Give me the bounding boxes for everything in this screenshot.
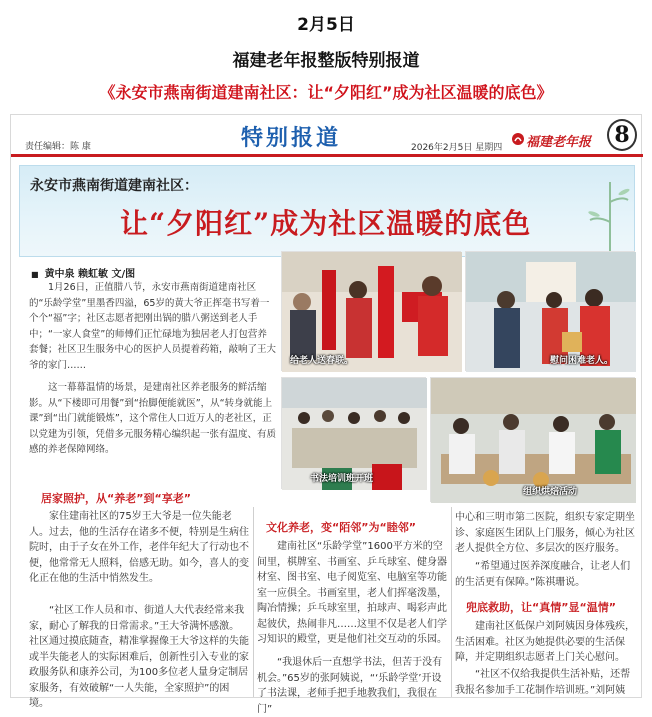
photo-visit-elderly <box>465 251 635 371</box>
col2-paragraph-1: 建南社区“乐龄学堂”1600平方米的空间里，棋牌室、书画室、乒乓球室、健身器材室、图书室、电子阅览室、电脑室等功能室一应俱全。书画室里，老人们挥毫泼墨，陶冶情操；乒乓球室里，拍球声、喝彩声此起彼伏，热闹非凡……这里不仅是老人们学习知识的殿堂，更是他们社交互动的乐园。 <box>257 541 447 645</box>
col1-paragraph-2: “社区工作人员和市、街道人大代表经常来我家，耐心了解我的日常需求。”王大爷满怀感激。社区通过摸底随查，精准掌握像王大爷这样的失能或半失能老人的实际困难后，创新性引入专业的家政服务队和康养公司，为100多位老人量身定制居家服务，有效破解“一人失能，全家照护”的困境。 <box>29 605 249 709</box>
header-title: 福建老年报整版特别报道 <box>232 51 420 71</box>
col3-paragraph-4: “社区不仅给我提供生活补贴，还帮我报名参加手工花制作培训班。”刘阿姨 <box>455 669 631 696</box>
article-title-link[interactable]: 《永安市燕南街道建南社区：让“夕阳红”成为社区温暖的底色》 <box>99 83 553 102</box>
col3-paragraph-2: “希望通过医养深度融合，让老人们的生活更有保障。”陈祺珊说。 <box>455 561 631 588</box>
section-title: 特别报道 <box>241 125 342 151</box>
header-date: 2月5日 <box>297 15 355 35</box>
paper-logo: 福建老年报 <box>526 135 592 150</box>
byline: ■ 黄中泉 赖虹敏 文/图 <box>31 265 135 280</box>
photo-caption-3: 书法培训班开班 <box>310 474 374 484</box>
headline-main: 让“夕阳红”成为社区温暖的底色 <box>120 207 532 240</box>
column-divider-1 <box>253 507 254 697</box>
col1-paragraph-1: 家住建南社区的75岁王大爷是一位失能老人。过去，他的生活存在诸多不便，特别是生病住院时，由于子女在外工作，老伴年纪大了行动也不便，他常常无人照料，倍感无助。如今，喜人的变化正在他的生活中悄然发生。 <box>29 511 249 584</box>
col3-paragraph-1: 中心和三明市第二医院，组织专家定期坐诊、家庭医生团队上门服务，倾心为社区老人提供全方位、多层次的医疗服务。 <box>455 512 635 554</box>
photo-caption-1: 给老人送春联。 <box>290 356 354 366</box>
newspaper-page <box>10 114 642 715</box>
page-number: 8 <box>607 119 637 151</box>
lead-paragraph-2: 这一幕幕温情的场景，是建南社区养老服务的鲜活缩影。从“下楼即可用餐”到“抬脚便能就医”，从“转身就能上课”到“出门就能锻炼”，这个常住人口近万人的老社区，正以党建为引领，凭借多元服务精心编织起一张有温度、有质感的养老保障网络。 <box>29 382 277 455</box>
photo-baking-activity <box>430 377 635 502</box>
col2-paragraph-2: “我退休后一直想学书法，但苦于没有机会。”65岁的张阿姨说，“‘乐龄学堂’开设了书法课，老师手把手地教我们，我很在门” <box>257 657 443 715</box>
section-heading-culture: 文化养老，变“陌邻”为“睦邻” <box>266 521 416 534</box>
photo-spring-couplets <box>281 251 461 371</box>
headline-lead: 永安市燕南街道建南社区： <box>30 178 198 194</box>
editor-credit: 责任编辑：陈 康 <box>25 142 91 152</box>
lead-paragraph-1: 1月26日，正值腊八节，永安市燕南街道建南社区的“乐龄学堂”里墨香四溢，65岁的黄大爷正挥毫书写着一个个“福”字；社区志愿者把刚出锅的腊八粥送到老人手中；“一家人食堂”的师傅们正忙碌地为独居老人打包营养套餐；社区卫生服务中心的医护人员提着药箱，敲响了王大爷的家门…… <box>29 282 277 371</box>
photo-caption-4: 组织烘焙活动 <box>523 487 578 497</box>
section-heading-home-care: 居家照护，从“养老”到“享老” <box>41 492 191 505</box>
issue-date: 2026年2月5日 星期四 <box>411 143 503 153</box>
column-divider-2 <box>451 507 452 697</box>
col3-paragraph-3: 建南社区低保户刘阿姨因身体残疾，生活困难。社区为她提供必要的生活保障，并定期组织志愿者上门关心慰问。 <box>455 621 635 663</box>
photo-caption-2: 慰问困难老人。 <box>550 356 614 366</box>
masthead <box>11 115 643 157</box>
headline-banner <box>19 165 635 257</box>
section-heading-relief: 兜底救助，让“真情”显“温情” <box>466 601 616 614</box>
paper-logo-icon <box>511 132 525 146</box>
photo-calligraphy-class <box>281 377 426 489</box>
bamboo-decoration-icon <box>580 172 630 252</box>
